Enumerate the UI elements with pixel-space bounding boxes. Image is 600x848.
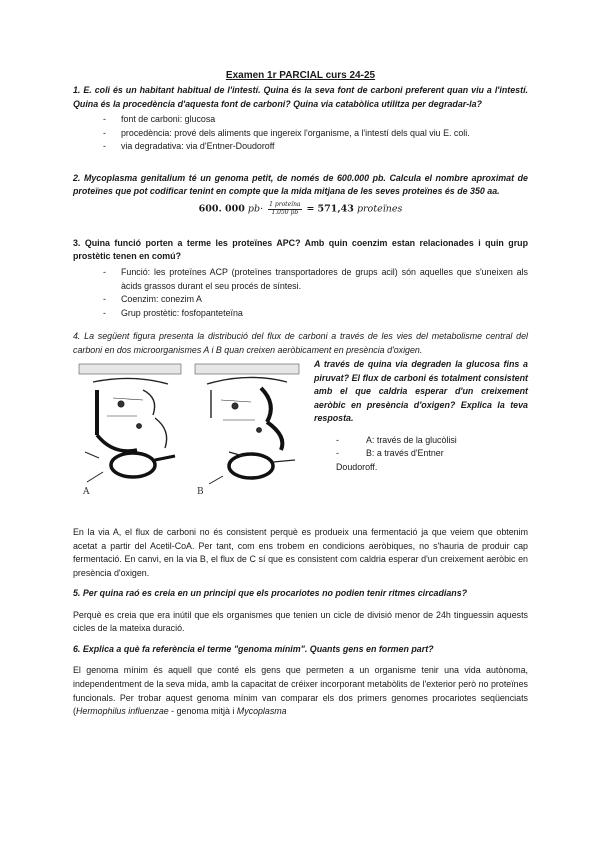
- question-3-text: Quina funció porten a terme les proteïnes APC? Amb quin coenzim estan relacionades i quin grup prostètic tenen en comú?: [73, 237, 528, 262]
- formula-fraction: [268, 202, 301, 216]
- formula-unit: pb·: [247, 203, 264, 215]
- question-1-answers: [73, 113, 528, 154]
- answer-4-b: - B: a través d'Entner: [336, 447, 528, 461]
- question-4: 4. La següent figura presenta la distribució del flux de carboni a través de les vies del metabolisme central del carboni en dos microorganismes A i B quan creixen aeròbicament en presència d'oxigen.: [73, 331, 528, 355]
- answer-6: [73, 664, 528, 718]
- formula-result-unit: proteïnes: [356, 203, 403, 215]
- fraction-numerator: 1 proteïna: [269, 200, 301, 208]
- answer-4-b-continued: Doudoroff.: [336, 461, 378, 472]
- figure-label-a: A: [83, 487, 90, 498]
- question-4-explanation: En la via A, el flux de carboni no és consistent perquè es produeix una fermentació ja que veiem que obtenim acetat a partir del Acetil-CoA. Per tant, com ens trobem en condicions aeròbiques, no s'hauria de produir cap fermentació. En canvi, en la via B, el flux de C sí que es consistent com caldria esperar d'un creixement aeròbic en presència d'oxigen.: [73, 527, 528, 578]
- answer-1-origin: - procedència: prové dels aliments que ingereix l'organisme, a l'intestí dels qual viu E. coli.: [103, 127, 528, 141]
- question-3-answers: [73, 266, 528, 320]
- protein-calculation-formula: [73, 202, 528, 217]
- question-1: 1. E. coli és un habitant habitual de l'intestí. Quina és la seva font de carboni preferent quan viu a l'intestí. Quina és la procedència d'aquesta font de carboni? Quina via catabòlica utilitza per degradar-la?: [73, 85, 528, 109]
- answer-3-coenzyme: - Coenzim: conezim A: [103, 293, 528, 307]
- question-6: 6. Explica a què fa referència el terme "genoma mínim". Quants gens en formen part?: [73, 643, 434, 654]
- question-4-figure-row: [73, 360, 528, 526]
- formula-result: 571,43: [317, 203, 354, 215]
- answer-5: Perquè es creia que era inútil que els organismes que tenien un cicle de divisió menor de 24h tinguessin aquests cicles de la mateixa duració.: [73, 609, 528, 634]
- figure-label-b: B: [197, 487, 204, 498]
- question-3-number: 3.: [73, 237, 81, 248]
- answer-3-prosthetic-group: - Grup prostètic: fosfopanteteïna: [103, 307, 528, 321]
- question-4-answers: [336, 434, 528, 475]
- question-4-side-question: A través de quina via degraden la glucosa fins a piruvat? El flux de carboni és totalment consistent amb el que caldria esperar d'un creixement aeròbic en presència d'oxigen? Explica la teva resposta.: [314, 359, 528, 424]
- answer-1-source: - font de carboni: glucosa: [103, 113, 528, 127]
- question-4-side: [314, 358, 528, 474]
- answer-6-species-2: Mycoplasma: [236, 706, 287, 717]
- formula-genome-size: 600. 000: [198, 203, 245, 215]
- page-title: Examen 1r PARCIAL curs 24-25: [225, 70, 376, 81]
- answer-1-pathway: - via degradativa: via d'Entner-Doudoroff: [103, 140, 528, 154]
- answer-6-text: El genoma mínim és aquell que conté els gens que permeten a un organisme tenir una vida autònoma, independentment de la seva mida, amb la capacitat de créixer incorporant metabòlits de l'exterior però no proteïnes funcionals. Per trobar aquest genoma mínim van comparar els dos primers genomes procariotes seqüenciats (: [73, 665, 528, 717]
- fraction-denominator: 1.050 pb: [271, 208, 299, 216]
- question-2: 2. Mycoplasma genitalium té un genoma petit, de només de 600.000 pb. Calcula el nombre aproximat de proteïnes que pot codificar tenint en compte que la mida mitjana de les seves proteïnes és de 350 aa.: [73, 172, 528, 197]
- answer-3-function: - Funció: les proteïnes ACP (proteïnes transportadores de grups acil) són aquelles que s'uneixen als àcids grassos durant el seu procés de síntesi.: [103, 266, 528, 293]
- question-3: [73, 237, 528, 264]
- answer-4-a: - A: través de la glucòlisi: [336, 434, 528, 448]
- formula-equals: =: [306, 203, 315, 215]
- question-5: 5. Per quina raó es creia en un principi que els procariotes no podien tenir ritmes circadians?: [73, 588, 468, 599]
- answer-6-species-1: Hermophilus influenzae: [75, 706, 169, 717]
- exam-page: [73, 68, 528, 719]
- carbon-flux-figure: [73, 360, 305, 500]
- answer-6-text-mid: - genoma mitjà i: [168, 706, 237, 717]
